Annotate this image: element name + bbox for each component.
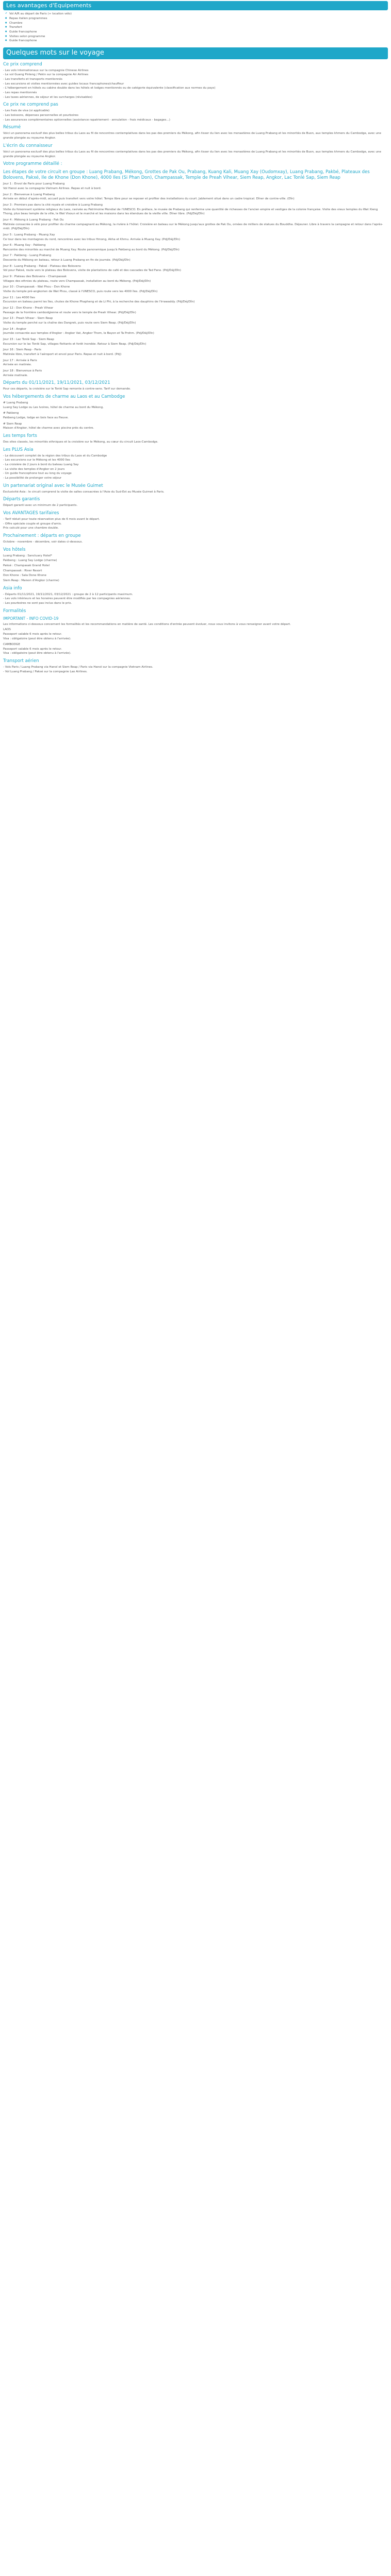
price-excludes-list	[3, 109, 388, 122]
advantage-item: ● Visites selon programme	[9, 35, 388, 39]
list-item: - Les repas mentionnés	[3, 91, 37, 95]
advantages2-text: - Tarif réduit pour toute réservation plus de 6 mois avant le départ. - Offre spéciale couple et groupe d'amis. Prix calculé pour une chambre double.	[3, 518, 100, 530]
guaranteed-title: Départs garantis	[3, 497, 40, 502]
formalities-section: LAOS Passeport valable 6 mois après le retour. Visa : obligatoire (peut être obtenu à l'arrivée).	[3, 628, 71, 640]
weather-title: Les temps forts	[3, 433, 37, 438]
original-text: Exclusivité Asia : le circuit comprend la visite de salles consacrées à l'Asie du Sud-Est au Musée Guimet à Paris.	[3, 490, 165, 494]
advantage-item: ● Transfert	[9, 25, 388, 30]
program-day: Jour 8 : Luang Prabang - Paksé - Plateau des Bolovens Vol pour Paksé, route vers le plateau des Bolovens, visite de plantations de café et des cascades de Tad Fane. (Pdj/Déj/Dîn)	[3, 264, 181, 273]
advantage-item: ● Chambre	[9, 21, 388, 26]
program-day: Jour 17 : Arrivée à Paris Arrivée en matinée.	[3, 359, 37, 367]
program-subtitle: Les étapes de votre circuit en groupe : Luang Prabang, Mékong, Grottes de Pak Ou, Prabang, Kuang Kali, Muang Xay (Oudomxay), Luang Prabang, Pakbé, Plateaux des Bolovens, Pakxé, Ile de Khone (Don Khone), 4000 Iles (Si Phan Don), Champassak, Temple de Preah Vihear, Siem Reap, Angkor, Lac Tonlé Sap, Siem Reap	[3, 170, 370, 181]
advantage-item: ● Repas italien programmes	[9, 16, 388, 21]
quick-banner: Quelques mots sur le voyage	[3, 47, 388, 59]
list-item: - Le vol Guang Pinleng / Pekin sur la compagnie Air Airlines	[3, 73, 89, 77]
program-day: Jour 10 : Champassak - Wat Phou - Don Khone Visite du temple pré-angkorien de Wat Phou, classé à l'UNESCO, puis route vers les 4000 îles. (Pdj/Déj/Dîn)	[3, 285, 158, 294]
departures-title: Départs du 01/11/2021, 19/11/2021, 03/12/2021	[3, 380, 110, 386]
program-days	[3, 182, 388, 378]
list-item: - Les transferts et transports mentionnés	[3, 78, 62, 81]
formalities-title: Formalités	[3, 608, 26, 614]
program-day: Jour 7 : Pakbeng - Luang Prabang Descente du Mékong en bateau, retour à Luang Prabang en fin de journée. (Pdj/Déj/Dîn)	[3, 254, 131, 262]
program-day: Jour 12 : Don Khone - Preah Vihear Passage de la frontière cambodgienne et route vers le temple de Preah Vihear. (Pdj/Déj/Dîn)	[3, 307, 136, 314]
hotel-line: Paksé : Champasak Grand Hotel	[3, 564, 50, 568]
summary-title: Résumé	[3, 125, 21, 130]
list-item: - Les vols internationaux sur la compagnie Chinese Airlines	[3, 69, 89, 72]
weather-text: Des sites classés, les minorités ethniques et la croisière sur le Mékong, au cœur du circuit Laos-Cambodge.	[3, 440, 158, 444]
advantages2-title: Vos AVANTAGES tarifaires	[3, 511, 59, 516]
formalities-text: Les informations ci-dessous concernent les formalités et les recommandations en matière de santé. Les conditions d'entrée peuvent évoluer, nous vous invitons à vous renseigner avant votre départ.	[3, 622, 291, 626]
price-excludes-title: Ce prix ne comprend pas	[3, 102, 58, 108]
hotel-line: Siem Reap : Maison d'Angkor (charme)	[3, 579, 59, 583]
info-title: Asia info	[3, 585, 22, 591]
hotels-title: Vos hébergements de charme au Laos et au Cambodge	[3, 394, 125, 399]
program-day: Jour 15 : Lac Tonlé Sap - Siem Reap Excursion sur le lac Tonlé Sap, villages flottants et forêt inondée. Retour à Siem Reap. (Pdj/Déj/Dîn)	[3, 337, 146, 346]
list-item: - Le découvert complet de la région des tribus du Laos et du Cambodge	[3, 454, 107, 457]
program-day: Jour 13 : Preah Vihear - Siem Reap Visite du temple perché sur la chaîne des Dangrek, puis route vers Siem Reap. (Pdj/Déj/Dîn)	[3, 317, 136, 325]
program-end: Jour 18 : Bienvenue à Paris Arrivée matinale.	[3, 369, 42, 377]
formalities-section: CAMBODGE Passeport valable 6 mois après le retour. Visa : obligatoire (peut être obtenu à l'arrivée).	[3, 643, 71, 655]
why-text: Voici un panorama exclusif des plus belles tribus du Laos au fil de rencontres contemplatives dans les pas des premiers du Mékong, afin tisser du lien avec les monastères de Luang Prabang et les minorités de Buon, aux temples khmers du Cambodge, avec une grande plongée au royaume Angkor.	[3, 150, 381, 158]
program-day: Jour 14 : Angkor Journée consacrée aux temples d'Angkor : Angkor Vat, Angkor Thom, le Bayon et Ta Prohm. (Pdj/Déj/Dîn)	[3, 327, 154, 335]
list-item: - La possibilité de prolonger votre séjour	[3, 476, 62, 480]
list-item: - Les excursions et visites mentionnées avec guides locaux francophones/chauffeur	[3, 82, 124, 86]
program-day: Jour 5 : Luang Prabang - Muang Xay Ce tour dans les montagnes du nord, rencontres avec les tribus Hmong, Akha et Khmu. Arrivée à Muang Xay. (Pdj/Déj/Dîn)	[3, 233, 181, 241]
list-item: - L'hébergement en hôtels ou cabine double dans les hôtels et lodges mentionnés ou de catégorie équivalente (classification aux normes du pays)	[3, 87, 216, 90]
program-day: Jour 3 : Premiers pas dans la cité royale et croisière à Luang Prabang Visite du foisonnant système religieux du Laos, ravivée au Patrimoine Mondial de l'UNESCO. En préface, le musée de Prabang qui renferme une quantité de richesses de l'ancien empire et vestiges de la colonie française. Visite des vieux temples du Wat Xieng Thong, plus beau temple de la ville, le Wat Visoun et le marché et les maisons dans les étendues de la vieille ville. Dîner libre. (Pdj/Déj/Dîn)	[3, 203, 378, 216]
departures-text: Pour ces départs, la croisière sur le Tonlé Sap remonte à contre-sens. Tarif sur demande.	[3, 387, 131, 391]
program-day: Jour 4 : Mékong à Luang Prabang - Pak Ou Matinée consacrée à vélo pour profiter du charme campagnard au Mékong, la rivière à l'hôtel. Croisière en bateau sur le Mékong jusqu'aux grottes de Pak Ou, ornées de milliers de statues du Bouddha. Déjeuner. Libre à travers la campagne et retour dans l'après-midi. (Pdj/Déj/Dîn)	[3, 218, 383, 231]
price-includes-title: Ce prix comprend	[3, 61, 42, 67]
list-item: - La croisière de 2 jours à bord du bateau Luang Say	[3, 463, 79, 466]
list-item: - Les assurances complémentaires optionnelles (assistance rapatriement - annulation - frais médicaux - bagages...)	[3, 118, 170, 122]
hotel-line: Don Khone : Sala Done Khone	[3, 574, 46, 578]
hotel-line: Pakbeng : Luang Say Lodge (charme)	[3, 559, 57, 563]
advantage-item: ● Guide francophone	[9, 39, 388, 43]
advantage-item: ● Guide francophone	[9, 30, 388, 35]
list-item: - Un guide francophone tout au long du voyage	[3, 472, 72, 476]
plus-title: Les PLUS Asia	[3, 447, 34, 452]
program-day: Jour 16 : Siem Reap - Paris Matinée libre, transfert à l'aéroport et envol pour Paris. Repas et nuit à bord. (Pdj)	[3, 348, 122, 356]
summary-text: Voici un panorama exclusif des plus belles tribus du Laos au fil de rencontres contemplatives dans les pas des premiers du Mékong, afin tisser du lien avec les monastères de Luang Prabang et les minorités de Buon, aux temples khmers du Cambodge, avec une grande plongée au royaume Angkor.	[3, 132, 381, 140]
program-day: Jour 6 : Muang Xay - Pakbeng Rencontre des minorités au marché de Muang Xay. Route panoramique jusqu'à Pakbeng au bord du Mékong. (Pdj/Déj/Dîn)	[3, 244, 180, 251]
advantages-banner: Les avantages d'Equipements	[3, 1, 388, 10]
advantage-item: ✔ Vol A/R au départ de Paris (+ location vélo)	[9, 12, 388, 16]
list-item: - Les frais de visa (si applicable)	[3, 109, 50, 113]
program-title: Votre programme détaillé :	[3, 161, 62, 167]
list-item: - Les taxes aériennes, de séjour et les surcharges (révisables)	[3, 95, 93, 99]
program-day: Jour 2 : Bienvenue à Luang Prabang Arrivée en début d'après-midi, accueil puis transfert vers votre hôtel. Temps libre pour se reposer et profiter des installations du court. Jablement situé dans un cadre tropical. Dîner de contre-ville. (Dîn)	[3, 193, 295, 201]
list-item: - Les boissons, dépenses personnelles et pourboires	[3, 114, 79, 117]
hotel-item: # Pakbeng Pakbeng Lodge, lodge en bois face au fleuve.	[3, 412, 69, 419]
original-title: Un partenariat original avec le Musée Guimet	[3, 483, 103, 488]
guaranteed-text: Départ garanti avec un minimum de 2 participants.	[3, 504, 78, 507]
why-title: L'écrin du connaisseur	[3, 143, 53, 148]
hotel-item: # Luang Prabang Luang Say Lodge ou Les Ivoires, hôtel de charme au bord du Mékong.	[3, 401, 104, 409]
transport-title: Transport aérien	[3, 658, 39, 664]
price-includes-list	[3, 69, 388, 100]
list-item: - La visite des temples d'Angkor en 2 jours	[3, 467, 65, 471]
list-item: - Les excursions sur le Mékong et les 4000 îles	[3, 459, 71, 462]
hotel-line: Luang Prabang : Sanctuary Hotel*	[3, 554, 53, 557]
upcoming-text: Octobre - novembre - décembre, voir dates ci-dessous.	[3, 540, 83, 544]
program-day: Jour 9 : Plateau des Bolovens - Champassak Villages des ethnies du plateau, route vers Champassak, installation au bord du Mékong. (Pdj/Déj/Dîn)	[3, 275, 151, 283]
hotel-line: Champassak : River Resort	[3, 569, 42, 572]
program-day: Jour 11 : Les 4000 îles Excursion en bateau parmi les îles, chutes de Khone Phapheng et de Li Phi, à la recherche des dauphins de l'Irrawaddy. (Pdj/Déj/Dîn)	[3, 296, 195, 304]
list-hotels-title: Vos hôtels	[3, 547, 26, 552]
info-text: - Départs 01/11/2021, 19/11/2021, 03/12/2021 : groupe de 2 à 12 participants maximum. - Les vols intérieurs et les horaires peuvent être modifiés par les compagnies aériennes. - Les pourboires ne sont pas inclus dans le prix.	[3, 592, 133, 605]
upcoming-title: Prochainement : départs en groupe	[3, 533, 81, 539]
page	[0, 1, 391, 680]
hotel-item: # Siem Reap Maison d'Angkor, hôtel de charme avec piscine près du centre.	[3, 422, 94, 430]
advantages-list	[3, 12, 388, 43]
formalities-subtitle: IMPORTANT - INFO COVID-19	[3, 616, 59, 621]
program-day: Jour 1 : Envol de Paris pour Luang Prabang Vol Hanoi avec la compagnie Vietnam Airlines. Repas et nuit à bord.	[3, 182, 102, 190]
transport-text: - Vols Paris / Luang Prabang via Hanoï et Siem Reap / Paris via Hanoï sur la compagnie Vietnam Airlines. - Vol Luang Prabang / Paksé sur la compagnie Lao Airlines.	[3, 666, 153, 673]
